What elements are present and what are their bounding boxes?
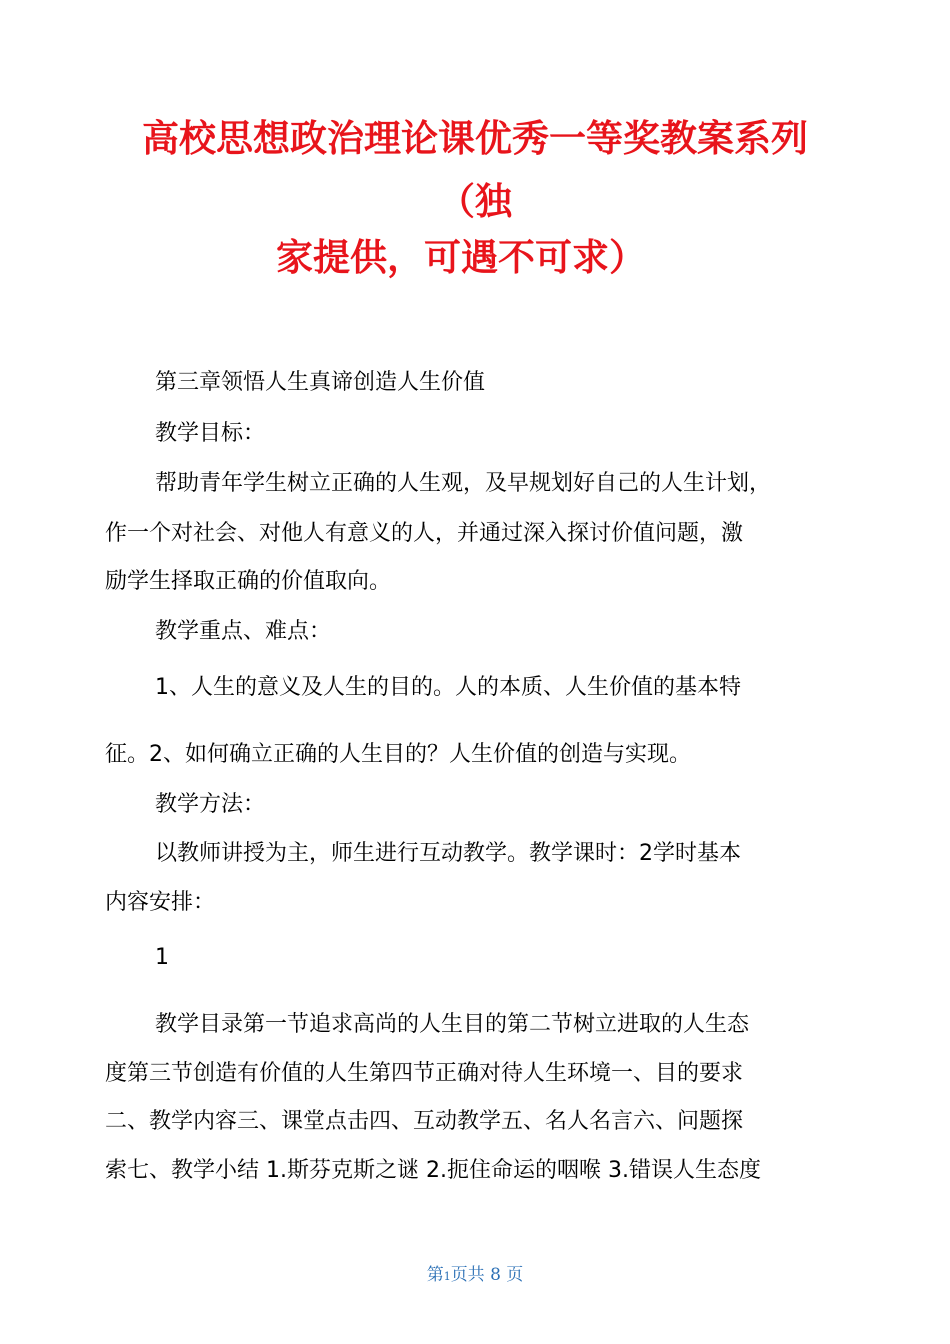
- section-label-key-points: 教学重点、难点：: [155, 619, 332, 644]
- paragraph-line: 教学目录第一节追求高尚的人生目的第二节树立进取的人生态: [155, 1012, 750, 1037]
- paragraph-line: 以教师讲授为主，师生进行互动教学。教学课时：2学时基本: [155, 841, 741, 866]
- section-label-objectives: 教学目标：: [155, 421, 266, 446]
- paragraph-line: 索七、教学小结 1.斯芬克斯之谜 2.扼住命运的咽喉 3.错误人生态度: [105, 1158, 761, 1183]
- paragraph-line: 征。2、如何确立正确的人生目的？人生价值的创造与实现。: [105, 742, 691, 767]
- document-title-line-3: 家提供，可遇不可求）: [276, 236, 646, 279]
- paragraph-line: 励学生择取正确的价值取向。: [105, 569, 392, 594]
- paragraph-line: 度第三节创造有价值的人生第四节正确对待人生环境一、目的要求: [105, 1061, 744, 1086]
- footer-suffix: 页共 8 页: [450, 1265, 524, 1285]
- paragraph-line: 帮助青年学生树立正确的人生观，及早规划好自己的人生计划，: [155, 471, 772, 496]
- paragraph-line: 1、人生的意义及人生的目的。人的本质、人生价值的基本特: [155, 675, 741, 700]
- paragraph-line: 1: [155, 945, 169, 970]
- chapter-heading: 第三章领悟人生真谛创造人生价值: [155, 370, 486, 395]
- footer-prefix: 第: [426, 1265, 444, 1285]
- document-title-line-2: （独: [438, 180, 512, 223]
- page-footer: [0, 1264, 950, 1288]
- paragraph-line: 作一个对社会、对他人有意义的人，并通过深入探讨价值问题，激: [105, 521, 744, 546]
- footer-page-number: 1: [443, 1270, 451, 1283]
- document-title-line-1: 高校思想政治理论课优秀一等奖教案系列: [142, 117, 808, 160]
- paragraph-line: 二、教学内容三、课堂点击四、互动教学五、名人名言六、问题探: [105, 1109, 744, 1134]
- paragraph-line: 内容安排：: [105, 890, 216, 915]
- section-label-methods: 教学方法：: [155, 792, 266, 817]
